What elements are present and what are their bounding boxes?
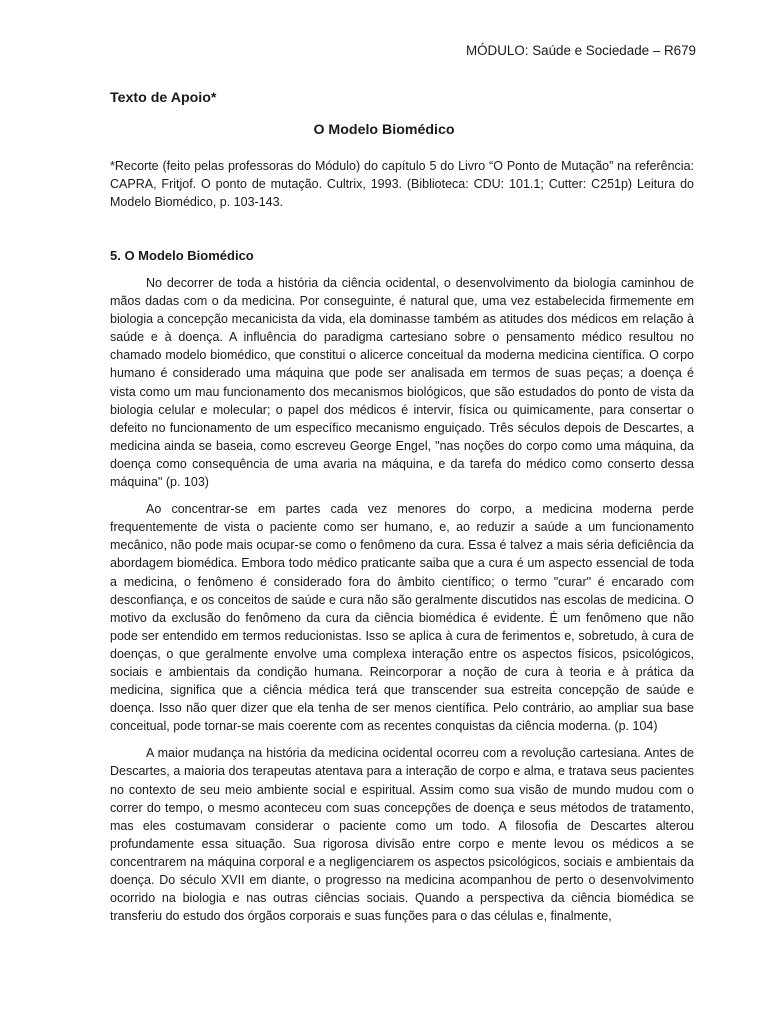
- support-text-label: Texto de Apoio*: [110, 90, 217, 106]
- section-body: [110, 274, 694, 934]
- paragraph: Ao concentrar-se em partes cada vez menores do corpo, a medicina moderna perde frequentemente de vista o paciente como ser humano, e, ao reduzir a saúde a um funcionamento mecânico, não pode mais ocupar-se como o fenômeno da cura. Essa é talvez a mais séria deficiência da abordagem biomédica. Embora todo médico praticante saiba que a cura é um aspecto essencial de toda a medicina, o fenômeno é considerado fora do âmbito científico; o termo "curar" é encarado com desconfiança, e os conceitos de saúde e cura não são geralmente discutidos nas escolas de medicina. O motivo da exclusão do fenômeno da cura da ciência biomédica é evidente. É um fenômeno que não pode ser entendido em termos reducionistas. Isso se aplica à cura de ferimentos e, sobretudo, à cura de doenças, o que geralmente envolve uma complexa interação entre os aspectos físicos, psicológicos, sociais e ambientais da condição humana. Reincorporar a noção de cura à teoria e à prática da medicina, significa que a ciência médica terá que transcender sua estreita concepção de saúde e doença. Isso não quer dizer que ela tenha de ser menos científica. Pelo contrário, ao ampliar sua base conceitual, pode tornar-se mais coerente com as recentes conquistas da ciência moderna. (p. 104): [110, 502, 694, 734]
- section-heading: 5. O Modelo Biomédico: [110, 248, 254, 263]
- reference-note: *Recorte (feito pelas professoras do Módulo) do capítulo 5 do Livro “O Ponto de Mutação” na referência: CAPRA, Fritjof. O ponto de mutação. Cultrix, 1993. (Biblioteca: CDU: 101.1; Cutter: C251p) Leitura do Modelo Biomédico, p. 103-143.: [110, 159, 694, 209]
- module-header: MÓDULO: Saúde e Sociedade – R679: [465, 43, 696, 58]
- paragraph: A maior mudança na história da medicina ocidental ocorreu com a revolução cartesiana. Antes de Descartes, a maioria dos terapeutas atentava para a interação de corpo e alma, e tratava seus pacientes no contexto de seu meio ambiente social e espiritual. Assim como sua visão de mundo mudou com o correr do tempo, o mesmo aconteceu com suas concepções de doença e seus métodos de tratamento, mas eles costumavam considerar o paciente como um todo. A filosofia de Descartes alterou profundamente essa situação. Sua rigorosa divisão entre corpo e mente levou os médicos a se concentrarem na máquina corporal e a negligenciarem os aspectos psicológicos, sociais e ambientais da doença. Do século XVII em diante, o progresso na medicina acompanhou de perto o desenvolvimento ocorrido na biologia e nas outras ciências sociais. Quando a perspectiva da ciência biomédica se transferiu do estudo dos órgãos corporais e suas funções para o das células e, finalmente,: [110, 746, 694, 924]
- paragraph: No decorrer de toda a história da ciência ocidental, o desenvolvimento da biologia caminhou de mãos dadas com o da medicina. Por conseguinte, é natural que, uma vez estabelecida firmemente em biologia a concepção mecanicista da vida, ela dominasse também as atitudes dos médicos em relação à saúde e à doença. A influência do paradigma cartesiano sobre o pensamento médico resultou no chamado modelo biomédico, que constitui o alicerce conceitual da moderna medicina científica. O corpo humano é considerado uma máquina que pode ser analisada em termos de suas peças; a doença é vista como um mau funcionamento dos mecanismos biológicos, que são estudados do ponto de vista da biologia celular e molecular; o papel dos médicos é intervir, física ou quimicamente, para consertar o defeito no funcionamento de um específico mecanismo enguiçado. Três séculos depois de Descartes, a medicina ainda se baseia, como escreveu George Engel, "nas noções do corpo como uma máquina, da doença como consequência de uma avaria na máquina, e da tarefa do médico como conserto dessa máquina" (p. 103): [110, 276, 694, 490]
- document-title: O Modelo Biomédico: [313, 122, 455, 138]
